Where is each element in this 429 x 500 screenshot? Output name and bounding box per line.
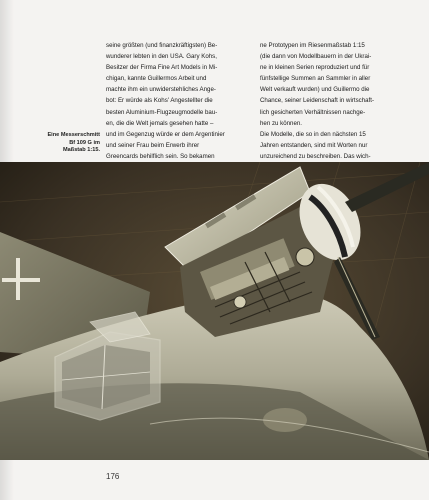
text-line: lich gesicherten Verhältnissen nachge- <box>260 108 366 116</box>
text-column-left <box>106 40 254 173</box>
text-line: wunderer lebten in den USA. Gary Kohs, <box>106 53 217 61</box>
text-line: Welt verkauft wurden) und Guillermo die <box>260 86 370 94</box>
text-column-right <box>260 40 408 173</box>
aircraft-model-photo <box>0 162 429 460</box>
text-line: unzureichend zu beschreiben. Das wich- <box>260 152 371 160</box>
text-line: ne Prototypen im Riesenmaßstab 1:15 <box>260 42 365 49</box>
text-line: und seiner Frau beim Erwerb ihrer <box>106 141 200 149</box>
caption-line: Bf 109 G im <box>69 139 100 146</box>
text-line: und im Gegenzug würde er dem Argentinier <box>106 130 225 138</box>
text-line: Chance, seiner Leidenschaft in wirtschaft- <box>260 97 375 105</box>
text-line: (die dann von Modellbauern in der Ukrai- <box>260 53 372 61</box>
text-line: Die Modelle, die so in den nächsten 15 <box>260 130 366 138</box>
text-line: hen zu können. <box>260 119 302 127</box>
wing-panel <box>263 408 307 432</box>
text-line: besten Aluminium-Flugzeugmodelle bau- <box>106 108 218 116</box>
text-line: chigan, kannte Guillermos Arbeit und <box>106 75 207 83</box>
text-line: Besitzer der Firma Fine Art Models in Mi- <box>106 64 218 72</box>
page-number: 176 <box>106 472 120 481</box>
text-line: bot: Er würde als Kohs' Angestellter die <box>106 97 213 105</box>
caption-line: Maßstab 1:15. <box>63 147 100 154</box>
photo-illustration <box>0 162 429 460</box>
caption-line: Eine Messerschmitt <box>47 132 100 138</box>
text-line: en, die die Welt jemals gesehen hatte – <box>106 119 214 127</box>
text-line: Greencards behilflich sein. So bekamen <box>106 152 215 160</box>
text-line: ne in kleinen Serien reproduziert und für <box>260 64 370 72</box>
text-line: seine größten (und finanzkräftigsten) Be- <box>106 42 218 49</box>
text-line: fünfstellige Summen an Sammler in aller <box>260 75 371 83</box>
photo-caption <box>40 132 100 155</box>
text-line: Jahren entstanden, sind mit Worten nur <box>260 141 368 149</box>
text-line: machte ihm ein unwiderstehliches Ange- <box>106 86 216 94</box>
paragraph <box>260 40 408 129</box>
